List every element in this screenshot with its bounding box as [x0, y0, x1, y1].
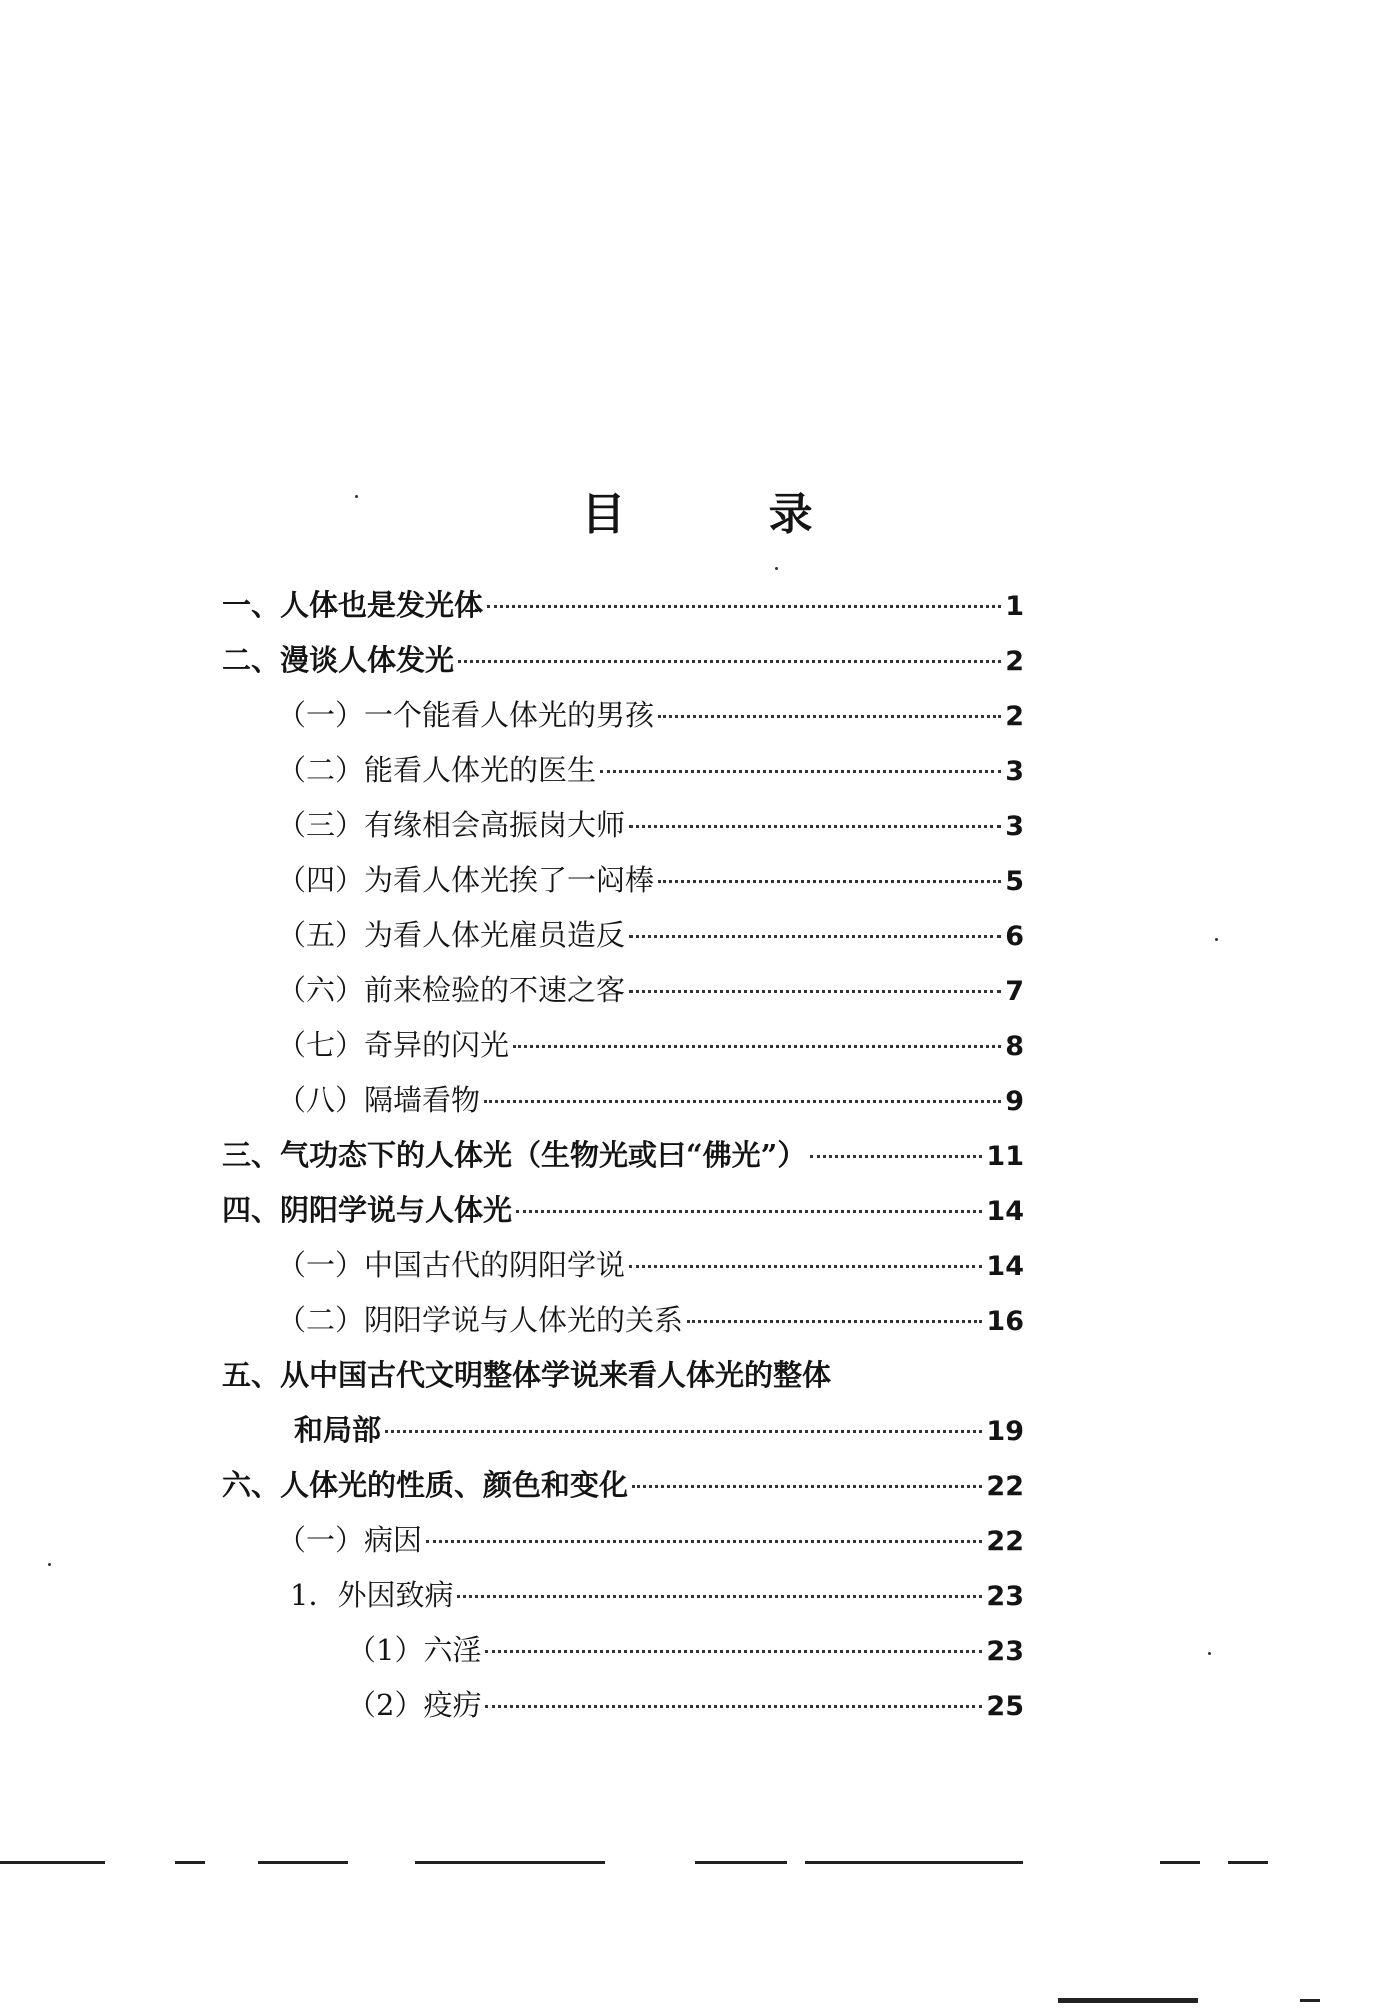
- toc-entry-title: （七）奇异的闪光: [277, 1028, 510, 1062]
- scan-rule-line: [415, 1861, 605, 1864]
- toc-entry: [222, 1403, 1024, 1458]
- scan-rule-line: [1228, 1861, 1268, 1864]
- toc-entry-title: （一）一个能看人体光的男孩: [277, 698, 655, 732]
- toc-entry: [222, 688, 1024, 743]
- toc-entry: [222, 963, 1024, 1018]
- toc-page-number: 2: [1005, 701, 1024, 732]
- toc-leader-dots: [658, 880, 1001, 883]
- toc-page-number: 23: [986, 1581, 1024, 1612]
- toc-page-number: 3: [1005, 756, 1024, 787]
- toc-leader-dots: [516, 1210, 982, 1213]
- toc-leader-dots: [600, 770, 1001, 773]
- toc-entry: [222, 1238, 1024, 1293]
- toc-entry-title: 三、气功态下的人体光（生物光或曰“佛光”）: [222, 1138, 807, 1172]
- toc-leader-dots: [485, 1705, 982, 1708]
- scan-rule-line: [1300, 1999, 1320, 2002]
- toc-entry-title: （一）病因: [277, 1523, 423, 1557]
- toc-entry-title: 五、从中国古代文明整体学说来看人体光的整体: [222, 1358, 832, 1392]
- toc-page-number: 3: [1005, 811, 1024, 842]
- scan-speck: [355, 495, 358, 498]
- toc-entry: [222, 1128, 1024, 1183]
- toc-entry-title: 二、漫谈人体发光: [222, 643, 455, 677]
- toc-leader-dots: [632, 1485, 982, 1488]
- toc-leader-dots: [629, 1265, 982, 1268]
- toc-entry-title: （二）阴阳学说与人体光的关系: [277, 1303, 684, 1337]
- toc-page-number: 5: [1005, 866, 1024, 897]
- toc-leader-dots: [385, 1430, 982, 1433]
- scan-speck: [1215, 938, 1218, 941]
- toc-entry: [222, 1458, 1024, 1513]
- toc-entry-title: （二）能看人体光的医生: [277, 753, 597, 787]
- toc-page-number: 11: [986, 1141, 1024, 1172]
- toc-entry: [222, 1018, 1024, 1073]
- toc-leader-dots: [629, 990, 1001, 993]
- toc-leader-dots: [487, 605, 1001, 608]
- toc-entry-title: （一）中国古代的阴阳学说: [277, 1248, 626, 1282]
- toc-page-number: 6: [1005, 921, 1024, 952]
- toc-entry-title: 和局部: [294, 1413, 382, 1447]
- toc-entry-title: （六）前来检验的不速之客: [277, 973, 626, 1007]
- toc-page-number: 22: [986, 1526, 1024, 1557]
- toc-leader-dots: [457, 1595, 982, 1598]
- toc-entry: [222, 908, 1024, 963]
- toc-entry: [222, 798, 1024, 853]
- toc-entry-title: （1）六淫: [347, 1633, 482, 1667]
- toc-entry-title: 一、人体也是发光体: [222, 588, 484, 622]
- toc-entry-title: 四、阴阳学说与人体光: [222, 1193, 513, 1227]
- toc-leader-dots: [484, 1100, 1001, 1103]
- toc-entry-title: （三）有缘相会高振岗大师: [277, 808, 626, 842]
- toc-page-number: 1: [1005, 591, 1024, 622]
- toc-page-number: 7: [1005, 976, 1024, 1007]
- toc-leader-dots: [629, 935, 1001, 938]
- page-title: 目 录: [581, 489, 877, 540]
- toc-entry-title: （四）为看人体光挨了一闷棒: [277, 863, 655, 897]
- toc-leader-dots: [687, 1320, 982, 1323]
- toc-page-number: 22: [986, 1471, 1024, 1502]
- toc-page-number: 2: [1005, 646, 1024, 677]
- toc-entry-title: （2）疫疠: [347, 1688, 482, 1722]
- scan-rule-line: [258, 1861, 348, 1864]
- toc-entry: [222, 1568, 1024, 1623]
- toc-entry-title: 六、人体光的性质、颜色和变化: [222, 1468, 629, 1502]
- scan-rule-line: [0, 1861, 105, 1864]
- toc-entry: [222, 743, 1024, 798]
- table-of-contents: [222, 578, 1024, 1733]
- toc-leader-dots: [426, 1540, 982, 1543]
- scan-rule-line: [175, 1861, 205, 1864]
- scan-rule-line: [1160, 1861, 1200, 1864]
- toc-leader-dots: [485, 1650, 982, 1653]
- toc-entry: [222, 1623, 1024, 1678]
- toc-entry-title: （八）隔墙看物: [277, 1083, 481, 1117]
- toc-entry: [222, 1348, 1024, 1403]
- toc-entry: [222, 1073, 1024, 1128]
- toc-leader-dots: [458, 660, 1001, 663]
- toc-entry: [222, 853, 1024, 908]
- toc-entry-title: 1．外因致病: [290, 1578, 454, 1612]
- toc-leader-dots: [513, 1045, 1001, 1048]
- toc-leader-dots: [629, 825, 1001, 828]
- toc-page-number: 25: [986, 1691, 1024, 1722]
- toc-page-number: 8: [1005, 1031, 1024, 1062]
- toc-page-number: 14: [986, 1196, 1024, 1227]
- scan-speck: [775, 567, 778, 570]
- toc-page-number: 16: [986, 1306, 1024, 1337]
- toc-entry: [222, 578, 1024, 633]
- toc-page-number: 19: [986, 1416, 1024, 1447]
- toc-entry-title: （五）为看人体光雇员造反: [277, 918, 626, 952]
- toc-page-number: 9: [1005, 1086, 1024, 1117]
- scan-speck: [48, 1563, 51, 1566]
- toc-entry: [222, 633, 1024, 688]
- toc-leader-dots: [810, 1155, 982, 1158]
- toc-entry: [222, 1513, 1024, 1568]
- scan-rule-line: [805, 1861, 1023, 1864]
- toc-page-number: 14: [986, 1251, 1024, 1282]
- toc-entry: [222, 1678, 1024, 1733]
- toc-page-number: 23: [986, 1636, 1024, 1667]
- toc-entry: [222, 1293, 1024, 1348]
- scan-speck: [1208, 1652, 1211, 1655]
- toc-leader-dots: [658, 715, 1001, 718]
- scan-rule-line: [695, 1861, 787, 1864]
- toc-entry: [222, 1183, 1024, 1238]
- scan-rule-line: [1058, 1998, 1198, 2003]
